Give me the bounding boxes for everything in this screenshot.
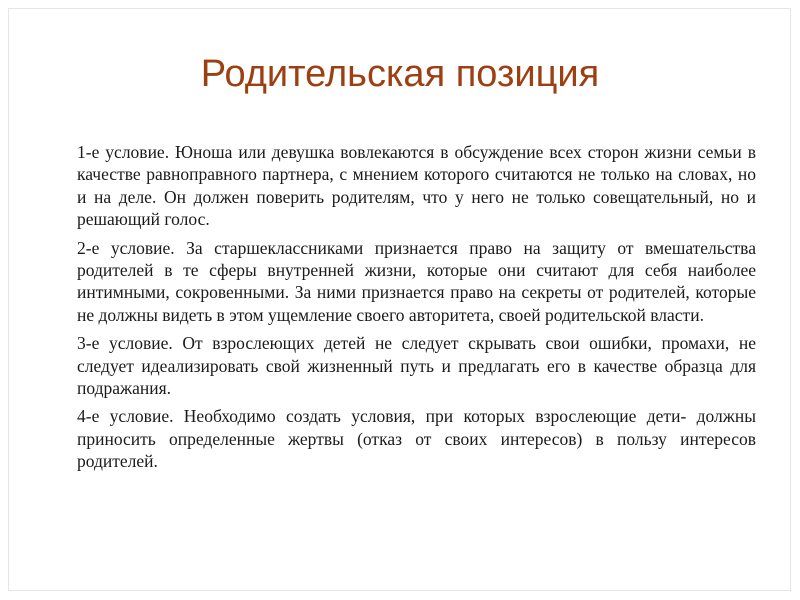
- slide-body: [77, 141, 756, 479]
- condition-paragraph-4: 4-е условие. Необходимо создать условия, при которых взрослеющие дети- должны приносить определенные жертвы (отказ от своих интересов) в пользу интересов родителей.: [77, 406, 756, 472]
- condition-paragraph-1: 1-е условие. Юноша или девушка вовлекаются в обсуждение всех сторон жизни семьи в качестве равноправного партнера, с мнением которого считаются не только на словах, но и на деле. Он должен поверить родителям, что у него не только совещательный, но и решающий голос.: [77, 142, 756, 230]
- condition-paragraph-2: 2-е условие. За старшеклассниками признается право на защиту от вмешательства родителей в те сферы внутренней жизни, которые они считают для себя наиболее интимными, сокровенными. За ними признается право на секреты от родителей, которые не должны видеть в этом ущемление своего авторитета, своей родительской власти.: [77, 237, 756, 325]
- slide-title: Родительская позиция: [200, 53, 600, 95]
- condition-paragraph-3: 3-е условие. От взрослеющих детей не следует скрывать свои ошибки, промахи, не следует идеализировать свой жизненный путь и предлагать его в качестве образца для подражания.: [77, 333, 756, 399]
